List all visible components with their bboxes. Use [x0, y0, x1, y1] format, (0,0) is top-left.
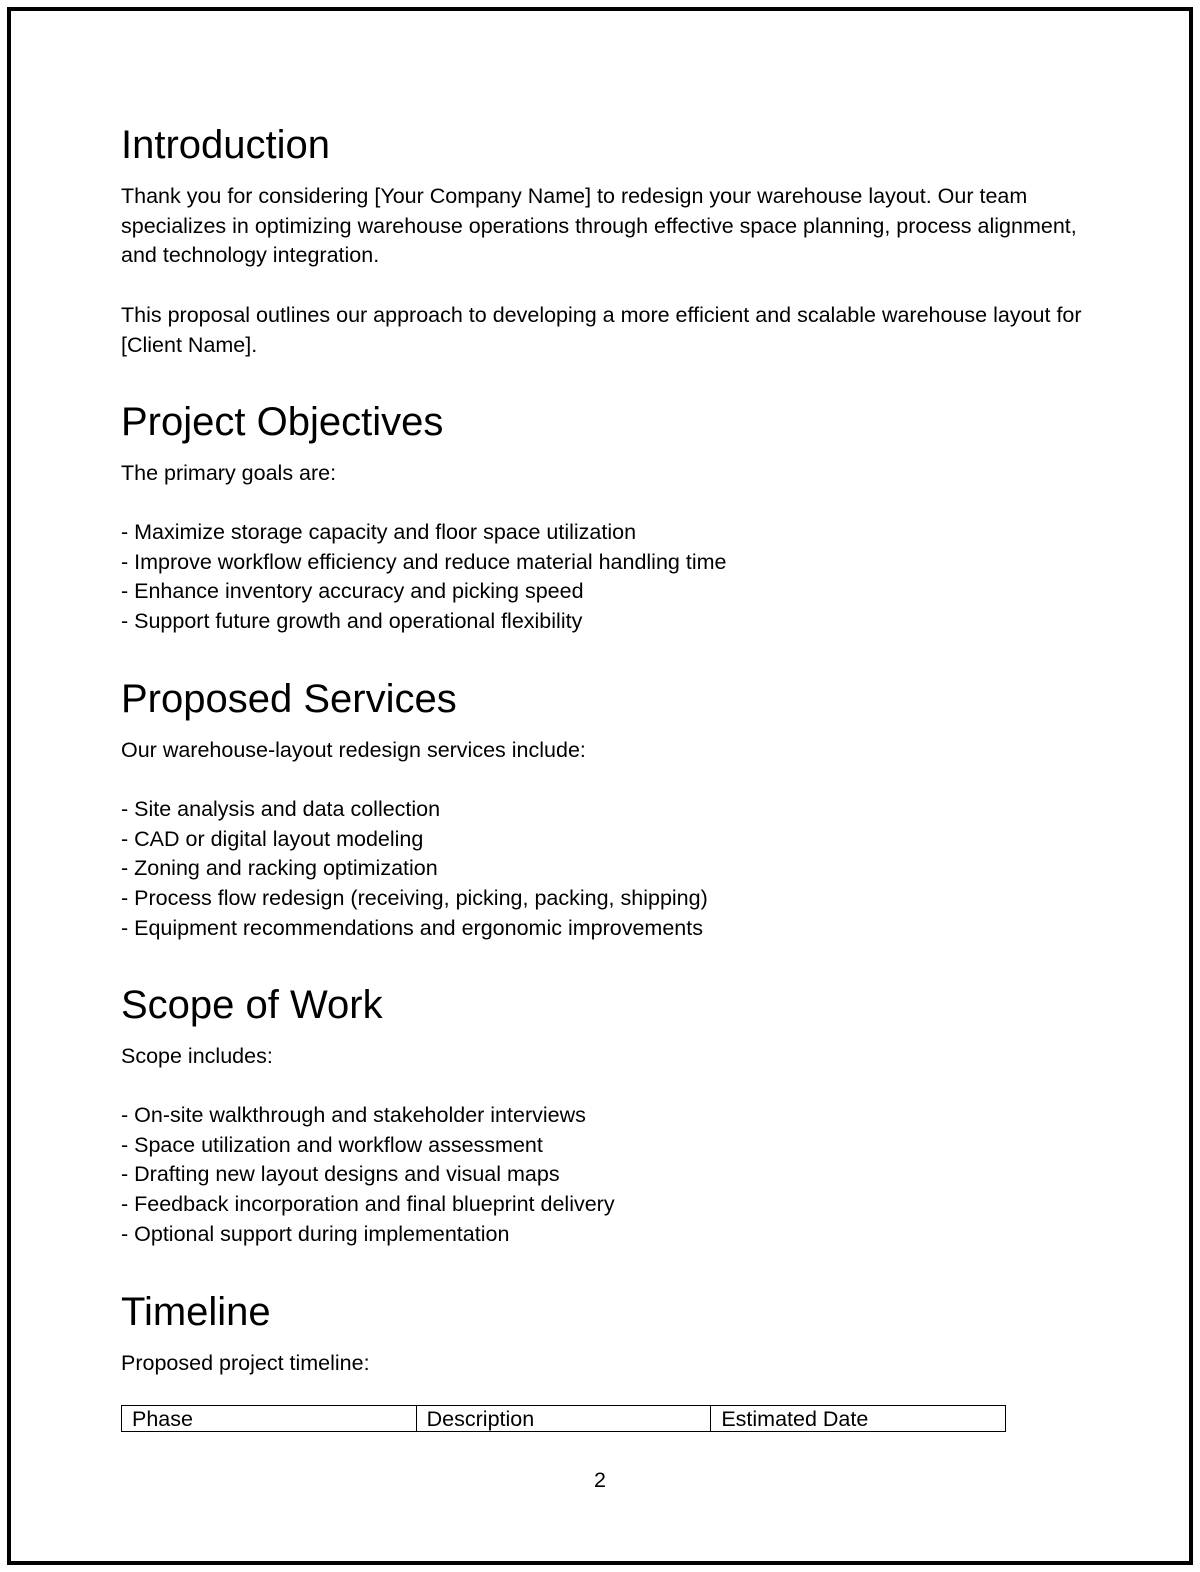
timeline-lead: Proposed project timeline:	[121, 1351, 370, 1375]
scope-heading: Scope of Work	[121, 983, 383, 1027]
table-header-row	[122, 1406, 1006, 1432]
timeline-heading: Timeline	[121, 1290, 271, 1334]
objectives-heading: Project Objectives	[121, 400, 444, 444]
introduction-paragraph-1: Thank you for considering [Your Company Name] to redesign your warehouse layout. Our team specializes in optimizing warehouse operations through effective space planning, process alignment, and technology integration.	[121, 184, 1077, 268]
list-item: - CAD or digital layout modeling	[121, 826, 424, 851]
objectives-lead: The primary goals are:	[121, 461, 337, 485]
scope-list	[121, 1101, 1101, 1250]
page-number: 2	[594, 1468, 606, 1492]
list-item: - Enhance inventory accuracy and picking speed	[121, 579, 584, 604]
list-item: - Optional support during implementation	[121, 1221, 510, 1246]
objectives-list	[121, 518, 1101, 637]
services-lead: Our warehouse-layout redesign services include:	[121, 738, 586, 762]
list-item: - Equipment recommendations and ergonomic improvements	[121, 915, 703, 940]
column-header-estimated-date: Estimated Date	[711, 1406, 1006, 1432]
list-item: - Feedback incorporation and final blueprint delivery	[121, 1192, 615, 1217]
list-item: - Improve workflow efficiency and reduce material handling time	[121, 549, 727, 574]
introduction-paragraph-2: This proposal outlines our approach to developing a more efficient and scalable warehouse layout for [Client Name].	[121, 303, 1082, 357]
scope-lead: Scope includes:	[121, 1044, 273, 1068]
list-item: - On-site walkthrough and stakeholder interviews	[121, 1103, 586, 1127]
timeline-table	[121, 1405, 1006, 1432]
services-list	[121, 795, 1101, 944]
introduction-heading: Introduction	[121, 123, 331, 167]
column-header-phase: Phase	[122, 1406, 417, 1432]
list-item: - Zoning and racking optimization	[121, 856, 438, 881]
column-header-description: Description	[416, 1406, 711, 1432]
services-heading: Proposed Services	[121, 677, 457, 721]
list-item: - Space utilization and workflow assessment	[121, 1132, 543, 1157]
list-item: - Support future growth and operational flexibility	[121, 609, 583, 634]
list-item: - Drafting new layout designs and visual maps	[121, 1162, 560, 1187]
list-item: - Site analysis and data collection	[121, 797, 441, 821]
list-item: - Maximize storage capacity and floor space utilization	[121, 520, 637, 544]
list-item: - Process flow redesign (receiving, picking, packing, shipping)	[121, 886, 708, 911]
